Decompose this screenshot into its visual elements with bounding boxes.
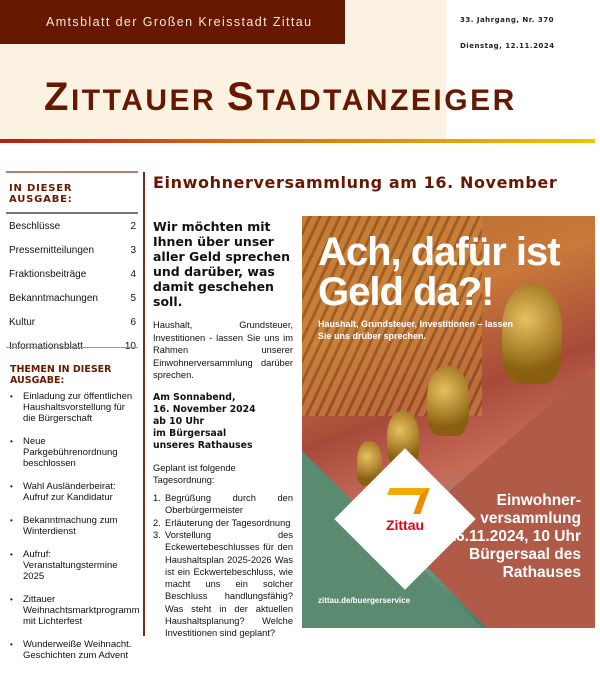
gradient-rule <box>0 139 595 143</box>
themes-list <box>6 391 138 661</box>
poster-heading-block <box>318 232 593 342</box>
toc-item[interactable] <box>6 286 138 310</box>
agenda-list <box>153 492 293 640</box>
agenda-number: 1. <box>153 493 161 504</box>
toc-item-page: 2 <box>130 220 136 232</box>
article-lead: Wir möchten mit Ihnen über unser aller Geld sprechen und darüber, was damit geschehen soll. <box>153 219 291 309</box>
article-headline: Einwohnerversammlung am 16. November <box>153 173 558 192</box>
event-poster <box>302 216 595 628</box>
poster-event-line: 16.11.2024, 10 Uhr <box>447 528 581 545</box>
toc-item-page: 6 <box>130 316 136 328</box>
zittau-logo <box>370 488 440 533</box>
title-part: TADTANZEIGER <box>256 84 517 117</box>
bust-image <box>427 366 469 436</box>
agenda-intro: Geplant ist folgende Tagesordnung: <box>153 462 236 485</box>
masthead-banner: Amtsblatt der Großen Kreisstadt Zittau <box>0 0 345 44</box>
table-of-contents <box>6 171 138 358</box>
event-detail-line: im Bürgersaal <box>153 427 227 439</box>
toc-item-page: 5 <box>130 292 136 304</box>
issue-date: Dienstag, 12.11.2024 <box>460 42 555 50</box>
title-part: ITTAUER <box>70 84 228 117</box>
poster-event-line: versammlung <box>480 510 581 527</box>
theme-item: • Zittauer Weihnachtsmarktprogramm mit Lichterfest <box>6 594 138 627</box>
poster-headline: Ach, dafür ist Geld da?! <box>318 230 560 314</box>
toc-item[interactable] <box>6 310 138 334</box>
column-divider <box>143 172 145 636</box>
article-intro: Haushalt, Grundsteuer, Investitionen - lassen Sie uns im Rahmen unserer Einwohnerversammlung darüber sprechen. <box>153 320 293 380</box>
toc-item-label: Beschlüsse <box>9 220 61 232</box>
logo-mark-icon <box>380 488 429 514</box>
theme-item: • Einladung zur öffentlichen Haushaltsvorstellung für die Bürgerschaft <box>6 391 138 424</box>
agenda-number: 3. <box>153 529 161 540</box>
agenda-number: 2. <box>153 517 161 528</box>
agenda <box>153 462 293 640</box>
toc-item-label: Informationsblatt <box>9 340 83 352</box>
agenda-text: Erläuterung der Tagesordnung <box>165 517 291 528</box>
poster-event-line: Bürgersaal des <box>469 546 581 563</box>
logo-text: Zittau <box>385 517 425 533</box>
poster-event-info <box>447 492 581 582</box>
agenda-item <box>153 529 293 640</box>
theme-item: • Bekanntmachung zum Winterdienst <box>6 515 138 537</box>
agenda-text: Vorstellung des Eckewertebeschlusses für den Haushaltsplan 2025-2026 Was ist ein Eckwertebeschluss, wie macht uns ein solcher Beschluss handlungsfähig? Was steht in der aktuellen Haushaltsplanung? Welche Investitionen sind geplant? <box>165 529 293 639</box>
title-part: S <box>227 75 257 119</box>
toc-item-label: Fraktionsbeiträge <box>9 268 87 280</box>
toc-item[interactable] <box>6 214 138 238</box>
theme-item: • Neue Parkgebührenordnung beschlossen <box>6 436 138 469</box>
event-detail-line: Am Sonnabend, <box>153 391 236 403</box>
event-detail-line: 16. November 2024 <box>153 403 256 415</box>
article-body <box>153 219 293 640</box>
toc-heading: IN DIESER AUSGABE: <box>6 173 138 214</box>
toc-item-label: Pressemitteilungen <box>9 244 95 256</box>
theme-item: • Aufruf: Veranstaltungstermine 2025 <box>6 549 138 582</box>
themes-heading: THEMEN IN DIESER AUSGABE: <box>10 364 112 386</box>
theme-item: • Wunderweiße Weihnacht. Geschichten zum Advent <box>6 639 138 661</box>
theme-item: • Wahl Ausländerbeirat: Aufruf zur Kandidatur <box>6 481 138 503</box>
poster-event-line: Einwohner- <box>496 492 581 509</box>
agenda-item <box>153 492 293 517</box>
poster-url: zittau.de/buergerservice <box>318 596 411 605</box>
issue-number: 33. Jahrgang, Nr. 370 <box>460 16 554 24</box>
poster-subline: Haushalt, Grundsteuer, Investitionen – lassen Sie uns drüber sprechen. <box>318 319 514 341</box>
agenda-item <box>153 517 293 529</box>
toc-item[interactable] <box>6 238 138 262</box>
agenda-text: Begrüßung durch den Oberbürgermeister <box>165 493 293 516</box>
toc-list <box>6 214 138 358</box>
event-detail-line: ab 10 Uhr <box>153 415 205 427</box>
toc-item-page: 10 <box>124 340 136 352</box>
event-details <box>153 392 293 452</box>
event-detail-line: unseres Rathauses <box>153 439 253 451</box>
toc-item-page: 3 <box>130 244 136 256</box>
toc-item-label: Kultur <box>9 316 36 328</box>
poster-event-line: Rathauses <box>502 564 581 581</box>
title-part: Z <box>44 75 71 119</box>
themes-box <box>6 347 138 673</box>
toc-item[interactable] <box>6 262 138 286</box>
toc-item-page: 4 <box>130 268 136 280</box>
newspaper-title <box>44 75 517 120</box>
toc-item-label: Bekanntmachungen <box>9 292 98 304</box>
